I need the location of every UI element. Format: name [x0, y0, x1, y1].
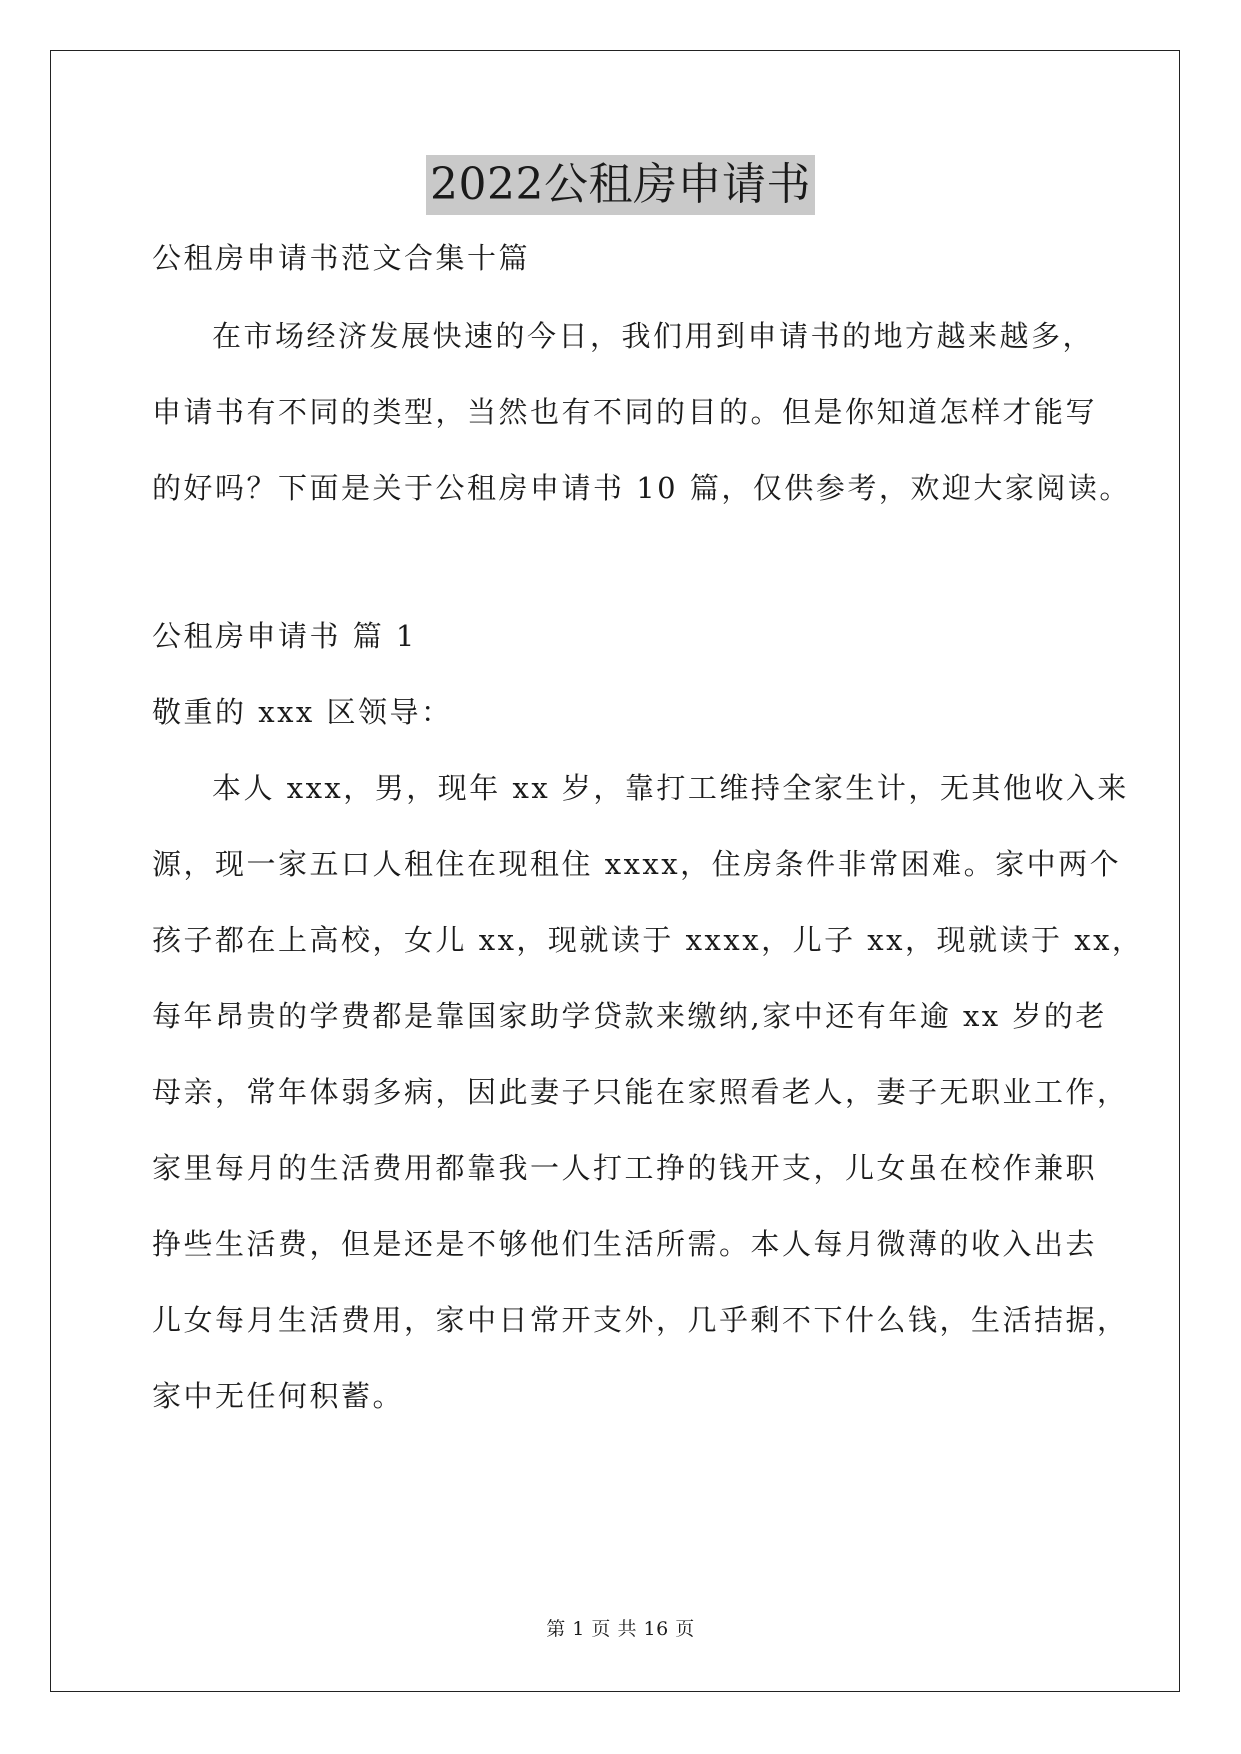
subtitle: 公租房申请书范文合集十篇	[152, 241, 531, 275]
body-line-8: 儿女每月生活费用，家中日常开支外，几乎剩不下什么钱，生活拮据，	[152, 1303, 1129, 1337]
body-line-2: 源，现一家五口人租住在现租住 xxxx，住房条件非常困难。家中两个	[152, 847, 1122, 881]
body-line-5: 母亲，常年体弱多病，因此妻子只能在家照看老人，妻子无职业工作，	[152, 1075, 1129, 1109]
body-line-4: 每年昂贵的学费都是靠国家助学贷款来缴纳,家中还有年逾 xx 岁的老	[152, 999, 1107, 1033]
intro-line-2: 申请书有不同的类型，当然也有不同的目的。但是你知道怎样才能写	[152, 395, 1098, 429]
section-heading: 公租房申请书 篇 1	[152, 619, 417, 653]
body-line-9: 家中无任何积蓄。	[152, 1379, 405, 1413]
body-line-6: 家里每月的生活费用都靠我一人打工挣的钱开支，儿女虽在校作兼职	[152, 1151, 1098, 1185]
document-title: 2022公租房申请书	[426, 155, 815, 215]
body-line-3: 孩子都在上高校，女儿 xx，现就读于 xxxx，儿子 xx，现就读于 xx，	[152, 923, 1144, 957]
body-line-1: 本人 xxx，男，现年 xx 岁，靠打工维持全家生计，无其他收入来	[212, 771, 1129, 805]
body-line-7: 挣些生活费，但是还是不够他们生活所需。本人每月微薄的收入出去	[152, 1227, 1098, 1261]
salutation: 敬重的 xxx 区领导：	[152, 695, 453, 729]
intro-line-1: 在市场经济发展快速的今日，我们用到申请书的地方越来越多，	[212, 319, 1095, 353]
intro-line-3: 的好吗？下面是关于公租房申请书 10 篇，仅供参考，欢迎大家阅读。	[152, 471, 1131, 505]
title-container	[0, 155, 1241, 215]
page-footer: 第 1 页 共 16 页	[546, 1618, 695, 1640]
